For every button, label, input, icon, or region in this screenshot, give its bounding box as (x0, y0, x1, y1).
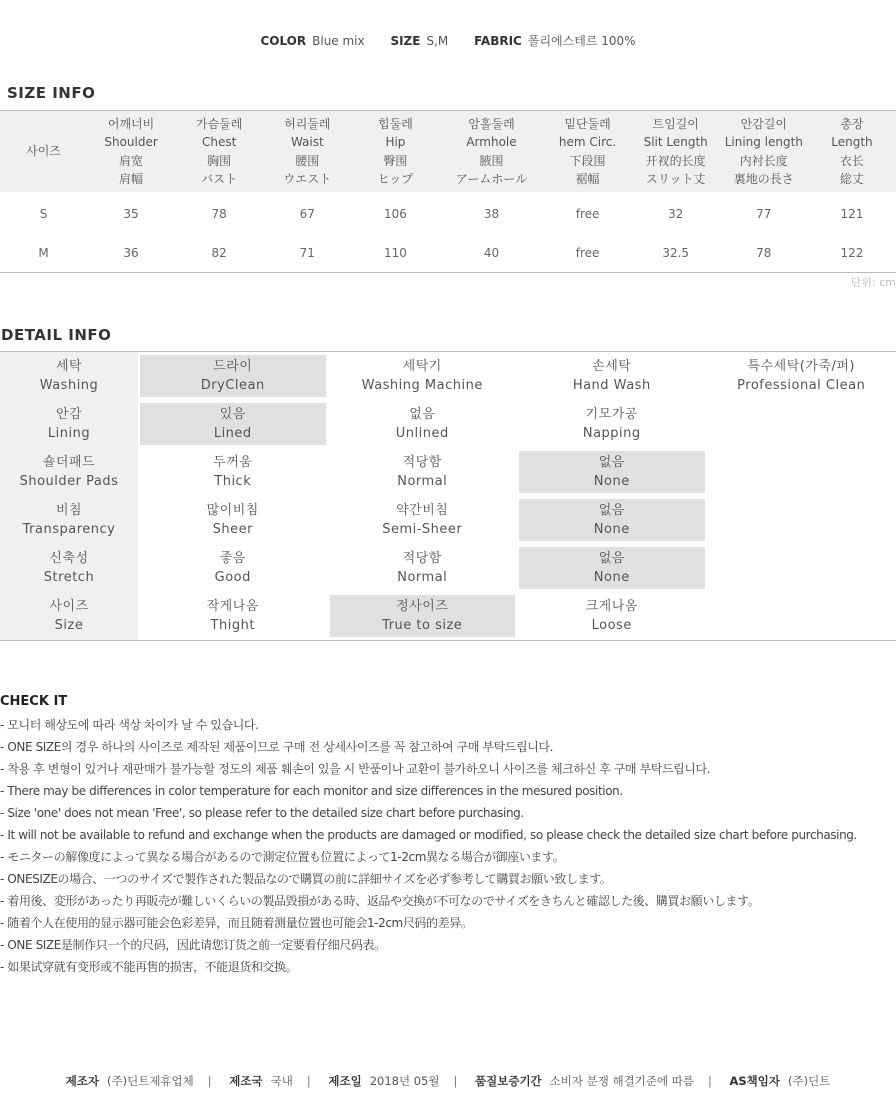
value-cell: 121 (840, 206, 864, 221)
detail-label-kr: 비침 (55, 503, 83, 518)
detail-option (517, 352, 707, 400)
as-label: AS책임자 (729, 1074, 780, 1088)
option-en: Loose (591, 618, 632, 633)
option-kr: 세탁기 (402, 359, 442, 374)
option-en: Thight (210, 618, 255, 633)
table-row (0, 192, 896, 233)
chest-header: 가슴둘레 Chest 胸围 バスト (175, 111, 263, 193)
option-kr: 약간비침 (396, 503, 449, 518)
detail-label-en: Size (54, 618, 84, 633)
detail-label (0, 448, 138, 496)
option-box (519, 499, 705, 541)
option-box (140, 451, 326, 493)
check-line: - ONE SIZE의 경우 하나의 사이즈로 제작된 제품이므로 구매 전 상세사이즈를 꼭 참고하여 구매 부탁드립니다. (0, 740, 553, 754)
option-box (519, 451, 705, 493)
option-kr: 없음 (409, 407, 436, 422)
check-line: - Size 'one' does not mean 'Free', so please refer to the detailed size chart before purchasing. (0, 806, 524, 820)
length-header: 총장 Length 衣长 総丈 (808, 111, 896, 193)
detail-label-en: Transparency (22, 522, 116, 537)
date-value: 2018년 05월 (369, 1074, 440, 1088)
divider: | (453, 1074, 458, 1088)
option-en: Washing Machine (361, 378, 483, 393)
option-box (519, 403, 705, 445)
option-box (140, 499, 326, 541)
detail-label (0, 352, 138, 400)
value-cell: 67 (299, 206, 315, 221)
country-label: 제조국 (229, 1074, 263, 1088)
size-label: SIZE (390, 34, 421, 48)
unit-note: 단위: cm (850, 276, 896, 289)
value-cell: 32.5 (662, 245, 690, 260)
option-box (140, 547, 326, 589)
option-en: Unlined (395, 426, 449, 441)
divider: | (207, 1074, 212, 1088)
country-value: 국내 (270, 1074, 293, 1088)
detail-label-kr: 사이즈 (49, 599, 89, 614)
detail-option (328, 544, 518, 592)
option-en: True to size (382, 618, 463, 633)
divider: | (707, 1074, 712, 1088)
option-en: Sheer (212, 522, 253, 537)
detail-label-kr: 숄더패드 (42, 455, 96, 470)
option-kr: 없음 (598, 503, 625, 518)
value-cell: 38 (483, 206, 500, 221)
option-box (519, 547, 705, 589)
detail-label (0, 592, 138, 640)
option-en: Good (214, 570, 251, 585)
check-line: - ONESIZEの場合、一つのサイズで製作された製品なので購買の前に詳細サイズを必ず参考して購買お願い致します。 (0, 872, 612, 886)
hem-header: 밑단둘레 hem Circ. 下段围 裾幅 (544, 111, 632, 193)
option-kr: 많이비침 (206, 503, 259, 518)
detail-row (0, 544, 896, 592)
option-box (330, 595, 516, 637)
detail-label (0, 544, 138, 592)
option-kr: 있음 (219, 407, 246, 422)
color-label: COLOR (260, 34, 307, 48)
detail-label-kr: 신축성 (49, 551, 89, 566)
detail-row (0, 496, 896, 544)
option-kr: 드라이 (213, 359, 253, 374)
option-en: Semi-Sheer (382, 522, 463, 537)
value-cell: 77 (756, 206, 772, 221)
date-label: 제조일 (328, 1074, 362, 1088)
empty-cell (707, 400, 896, 448)
option-box (330, 499, 516, 541)
value-cell: 40 (483, 245, 500, 260)
value-cell: 35 (123, 206, 139, 221)
detail-row (0, 592, 896, 640)
slit-length-header: 트임길이 Slit Length 开衩的长度 スリット丈 (632, 111, 720, 193)
detail-option (328, 352, 518, 400)
empty-cell (707, 592, 896, 640)
detail-option (707, 352, 896, 400)
size-table-header (0, 111, 896, 193)
size-cell: M (38, 245, 49, 260)
option-kr: 작게나옴 (206, 599, 259, 614)
option-en: Normal (397, 570, 448, 585)
detail-label-en: Washing (39, 378, 99, 393)
color-value: Blue mix (312, 34, 365, 48)
check-line: - ONE SIZE是制作只一个的尺码，因此请您订货之前一定要看仔细尺码表。 (0, 938, 386, 952)
value-cell: 36 (123, 245, 139, 260)
check-line: - モニターの解像度によって異なる場合があるので測定位置も位置によって1-2cm異なる場合が御座います。 (0, 850, 565, 864)
option-en: Napping (582, 426, 641, 441)
detail-option (517, 400, 707, 448)
option-kr: 두꺼움 (213, 455, 253, 470)
option-box (519, 595, 705, 637)
option-box (140, 355, 326, 397)
detail-label-en: Stretch (43, 570, 95, 585)
table-row (0, 233, 896, 273)
value-cell: free (575, 206, 600, 221)
check-line: - 随着个人在使用的显示器可能会色彩差异，而且随着测量位置也可能会1-2cm尺码的差异。 (0, 916, 473, 930)
detail-option (138, 400, 328, 448)
check-line: - It will not be available to refund and exchange when the products are damaged or modified, so please check the detailed size chart before purchasing. (0, 828, 857, 842)
detail-option (138, 352, 328, 400)
detail-option (328, 592, 518, 640)
maker-label: 제조자 (65, 1074, 100, 1088)
option-en: DryClean (200, 378, 265, 393)
option-kr: 기모가공 (585, 407, 638, 422)
detail-label-en: Shoulder Pads (19, 474, 119, 489)
detail-row (0, 448, 896, 496)
warranty-label: 품질보증기간 (475, 1074, 542, 1088)
value-cell: 78 (211, 206, 227, 221)
detail-option (138, 448, 328, 496)
value-cell: 32 (668, 206, 684, 221)
detail-row (0, 400, 896, 448)
option-box (330, 547, 516, 589)
option-box (140, 403, 326, 445)
option-kr: 손세탁 (592, 359, 632, 374)
detail-label (0, 400, 138, 448)
value-cell: 110 (383, 245, 407, 260)
detail-table (0, 351, 896, 641)
value-cell: 82 (211, 245, 227, 260)
armhole-header: 암홀둘레 Armhole 腋围 アームホール (440, 111, 544, 193)
warranty-value: 소비자 분쟁 해결기준에 따름 (549, 1074, 694, 1088)
detail-label (0, 496, 138, 544)
size-header-cell: 사이즈 (0, 111, 87, 193)
value-cell: 122 (840, 245, 864, 260)
option-box (330, 403, 516, 445)
check-line: - 如果试穿就有变形或不能再售的损害，不能退货和交换。 (0, 960, 298, 974)
detail-label-en: Lining (47, 426, 91, 441)
option-en: Normal (397, 474, 448, 489)
detail-option (517, 592, 707, 640)
detail-option (517, 496, 707, 544)
detail-option (517, 448, 707, 496)
check-line: - 着用後、変形があったり再販売が難しいくらいの製品毀損がある時、返品や交換が不可なのでサイズをきちんと確認した後、購買お願いします。 (0, 894, 760, 908)
check-line: - 모니터 해상도에 따라 색상 차이가 날 수 있습니다. (0, 718, 259, 732)
manufacturer-footer (0, 1073, 896, 1089)
option-box (140, 595, 326, 637)
fabric-value: 폴리에스테르 100% (527, 34, 636, 48)
option-kr: 적당함 (402, 551, 442, 566)
detail-option (138, 496, 328, 544)
option-en: None (593, 522, 630, 537)
detail-option (328, 400, 518, 448)
option-en: Lined (213, 426, 252, 441)
empty-cell (707, 544, 896, 592)
option-kr: 정사이즈 (396, 599, 449, 614)
option-box (519, 355, 705, 397)
check-it-section (0, 694, 857, 978)
size-value: S,M (426, 34, 449, 48)
option-kr: 없음 (598, 455, 625, 470)
waist-header: 허리둘레 Waist 腰围 ウエスト (263, 111, 351, 193)
detail-info-title: DETAIL INFO (1, 326, 112, 344)
fabric-label: FABRIC (474, 34, 522, 48)
value-cell: 71 (299, 245, 315, 260)
detail-option (328, 448, 518, 496)
option-kr: 없음 (598, 551, 625, 566)
option-en: None (593, 570, 630, 585)
option-kr: 적당함 (402, 455, 442, 470)
option-en: None (593, 474, 630, 489)
product-spec-line (0, 32, 896, 49)
option-kr: 크게나옴 (585, 599, 638, 614)
empty-cell (707, 448, 896, 496)
detail-option (138, 592, 328, 640)
option-box (330, 451, 516, 493)
size-table (0, 110, 896, 273)
option-kr: 특수세탁(가죽/퍼) (747, 359, 855, 374)
detail-row (0, 352, 896, 400)
option-box (709, 355, 895, 397)
lining-length-header: 안감길이 Lining length 内衬长度 裏地の長さ (720, 111, 808, 193)
detail-label-kr: 세탁 (55, 359, 83, 374)
hip-header: 힙둘레 Hip 臀围 ヒップ (351, 111, 439, 193)
detail-option (517, 544, 707, 592)
detail-option (328, 496, 518, 544)
option-kr: 좋음 (219, 551, 246, 566)
value-cell: 106 (383, 206, 407, 221)
check-it-title: CHECK IT (0, 694, 68, 709)
option-box (330, 355, 516, 397)
check-line: - There may be differences in color temperature for each monitor and size differences in the mesured position. (0, 784, 623, 798)
option-en: Thick (214, 474, 252, 489)
check-line: - 착용 후 변형이 있거나 재판매가 불가능할 정도의 제품 훼손이 있을 시 반품이나 교환이 불가하오니 사이즈를 체크하신 후 구매 부탁드립니다. (0, 762, 711, 776)
shoulder-header: 어깨너비 Shoulder 肩宽 肩幅 (87, 111, 175, 193)
option-en: Professional Clean (737, 378, 866, 393)
detail-option (138, 544, 328, 592)
as-value: (주)딘트 (788, 1074, 831, 1088)
value-cell: 78 (756, 245, 772, 260)
option-en: Hand Wash (572, 378, 651, 393)
value-cell: free (575, 245, 600, 260)
detail-label-kr: 안감 (55, 407, 83, 422)
divider: | (306, 1074, 311, 1088)
empty-cell (707, 496, 896, 544)
size-info-title: SIZE INFO (7, 84, 96, 102)
maker-value: (주)딘트제휴업체 (107, 1074, 194, 1088)
size-cell: S (39, 206, 48, 221)
